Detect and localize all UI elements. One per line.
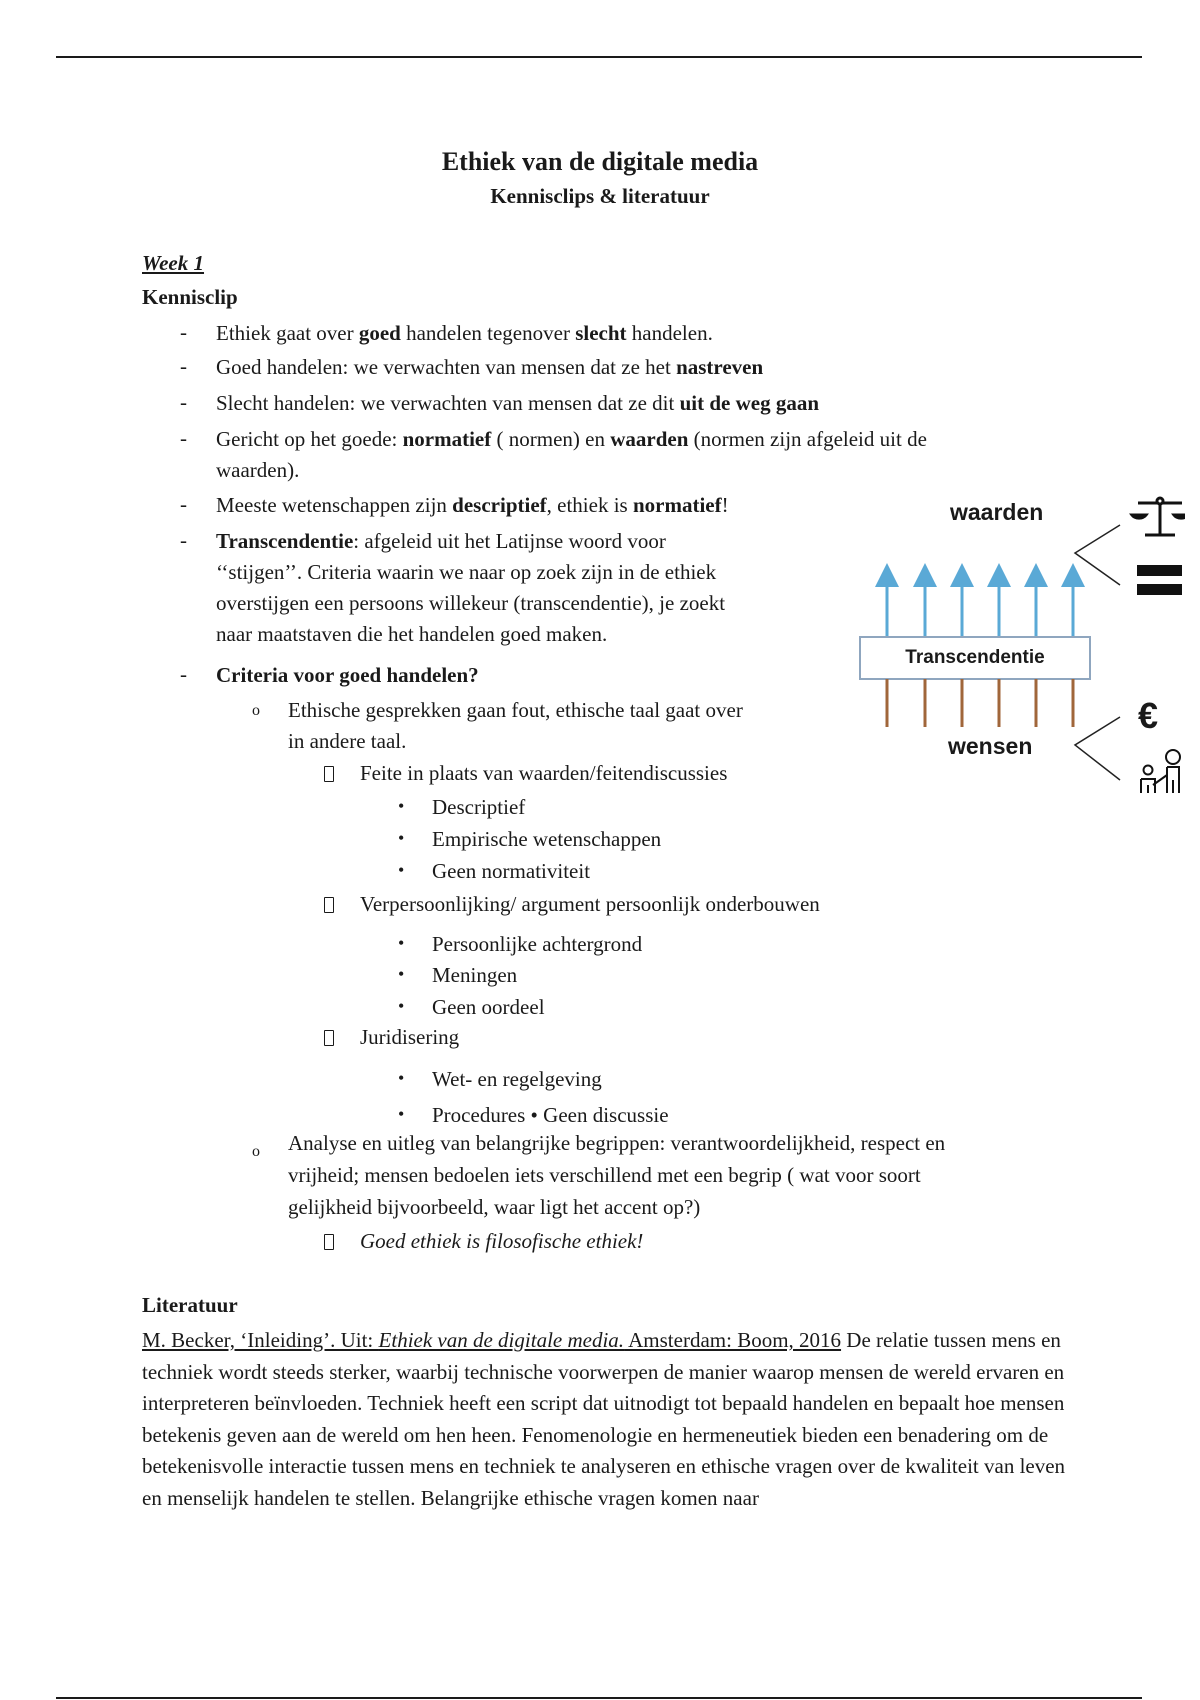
dash-bullet: - — [180, 492, 187, 516]
list-item: Criteria voor goed handelen? — [216, 663, 479, 687]
square-bullet-icon — [324, 1030, 334, 1046]
square-bullet-icon — [324, 1234, 334, 1250]
list-item: Feite in plaats van waarden/feitendiscussies — [360, 761, 728, 785]
scales-icon — [1132, 497, 1185, 535]
list-item: Meeste wetenschappen zijn descriptief, ethiek is normatief! — [216, 493, 729, 517]
dot-bullet: • — [398, 996, 405, 1016]
list-item: Goed ethiek is filosofische ethiek! — [360, 1229, 644, 1253]
circle-bullet: o — [252, 702, 260, 719]
square-bullet-icon — [324, 766, 334, 782]
kennisclip-heading: Kennisclip — [142, 285, 238, 309]
header-rule — [56, 56, 1142, 58]
dash-bullet: - — [180, 320, 187, 344]
list-item: Ethische gesprekken gaan fout, ethische taal gaat over in andere taal. — [288, 698, 743, 753]
dash-bullet: - — [180, 528, 187, 552]
list-item: Wet- en regelgeving — [432, 1067, 602, 1091]
list-item: Verpersoonlijking/ argument persoonlijk onderbouwen — [360, 892, 820, 916]
dash-bullet: - — [180, 390, 187, 414]
list-item: Slecht handelen: we verwachten van mensen dat ze dit uit de weg gaan — [216, 391, 820, 415]
dot-bullet: • — [398, 964, 405, 984]
dash-bullet: - — [180, 662, 187, 686]
list-item: Descriptief — [432, 795, 526, 819]
week-heading: Week 1 — [142, 251, 205, 275]
dot-bullet: • — [398, 1104, 405, 1124]
literatuur-heading: Literatuur — [142, 1293, 238, 1317]
list-item: Persoonlijke achtergrond — [432, 932, 643, 956]
dash-bullet: - — [180, 426, 187, 450]
dot-bullet: • — [398, 828, 405, 848]
list-item: Meningen — [432, 963, 518, 987]
transcendentie-diagram — [855, 495, 1185, 815]
dot-bullet: • — [398, 796, 405, 816]
transcendentie-box-label: Transcendentie — [905, 647, 1045, 668]
dot-bullet: • — [398, 1068, 405, 1088]
square-bullet-icon — [324, 897, 334, 913]
document-title: Ethiek van de digitale media — [441, 147, 759, 176]
list-item: Empirische wetenschappen — [432, 827, 662, 851]
circle-bullet: o — [252, 1143, 260, 1160]
dot-bullet: • — [398, 860, 405, 880]
dash-bullet: - — [180, 354, 187, 378]
list-item: Geen oordeel — [432, 995, 545, 1019]
parent-child-icon — [1141, 750, 1180, 793]
waarden-label: waarden — [950, 499, 1044, 525]
citation: M. Becker, ‘Inleiding’. Uit: Ethiek van de digitale media. Amsterdam: Boom, 2016 — [142, 1328, 842, 1352]
wensen-label: wensen — [948, 733, 1033, 759]
list-item: Geen normativiteit — [432, 859, 591, 883]
list-item: Analyse en uitleg van belangrijke begrippen: verantwoordelijkheid, respect en vrijheid; mensen bedoelen iets verschillend met een begrip ( wat voor soort gelijkheid bijvoorbeeld, waar ligt het accent op?) — [288, 1131, 946, 1219]
equals-icon — [1137, 565, 1182, 595]
euro-icon: € — [1138, 695, 1159, 736]
dot-bullet: • — [398, 933, 405, 953]
list-item: Juridisering — [360, 1025, 460, 1049]
list-item: Gericht op het goede: normatief ( normen) en waarden (normen zijn afgeleid uit de waarden). — [216, 427, 927, 482]
list-item: Transcendentie: afgeleid uit het Latijnse woord voor ‘‘stijgen’’. Criteria waarin we naar op zoek zijn in de ethiek overstijgen een persoons willekeur (transcendentie), je zoekt naar maatstaven die het handelen goed maken. — [216, 529, 726, 646]
list-item: Goed handelen: we verwachten van mensen dat ze het nastreven — [216, 355, 764, 379]
document-subtitle: Kennisclips & literatuur — [490, 184, 710, 208]
literatuur-paragraph: M. Becker, ‘Inleiding’. Uit: Ethiek van de digitale media. Amsterdam: Boom, 2016 De relatie tussen mens en techniek wordt steeds sterker, waarbij technische voorwerpen de manier waarop mensen de wereld ervaren en interpreteren beïnvloeden. Techniek heeft een script dat uitnodigt tot bepaald handelen en bepaalt hoe mensen betekenis geven aan de wereld om hen heen. Fenomenologie en hermeneutiek bieden een benadering om de betekenisvolle interactie tussen mens en techniek te analyseren en ethische vragen over de kwaliteit van leven en menselijk handelen te stellen. Belangrijke ethische vragen komen naar — [142, 1328, 1066, 1510]
list-item: Procedures • Geen discussie — [432, 1103, 669, 1127]
footer-rule — [56, 1697, 1142, 1699]
up-arrows — [887, 575, 1073, 637]
list-item: Ethiek gaat over goed handelen tegenover slecht handelen. — [216, 321, 713, 345]
